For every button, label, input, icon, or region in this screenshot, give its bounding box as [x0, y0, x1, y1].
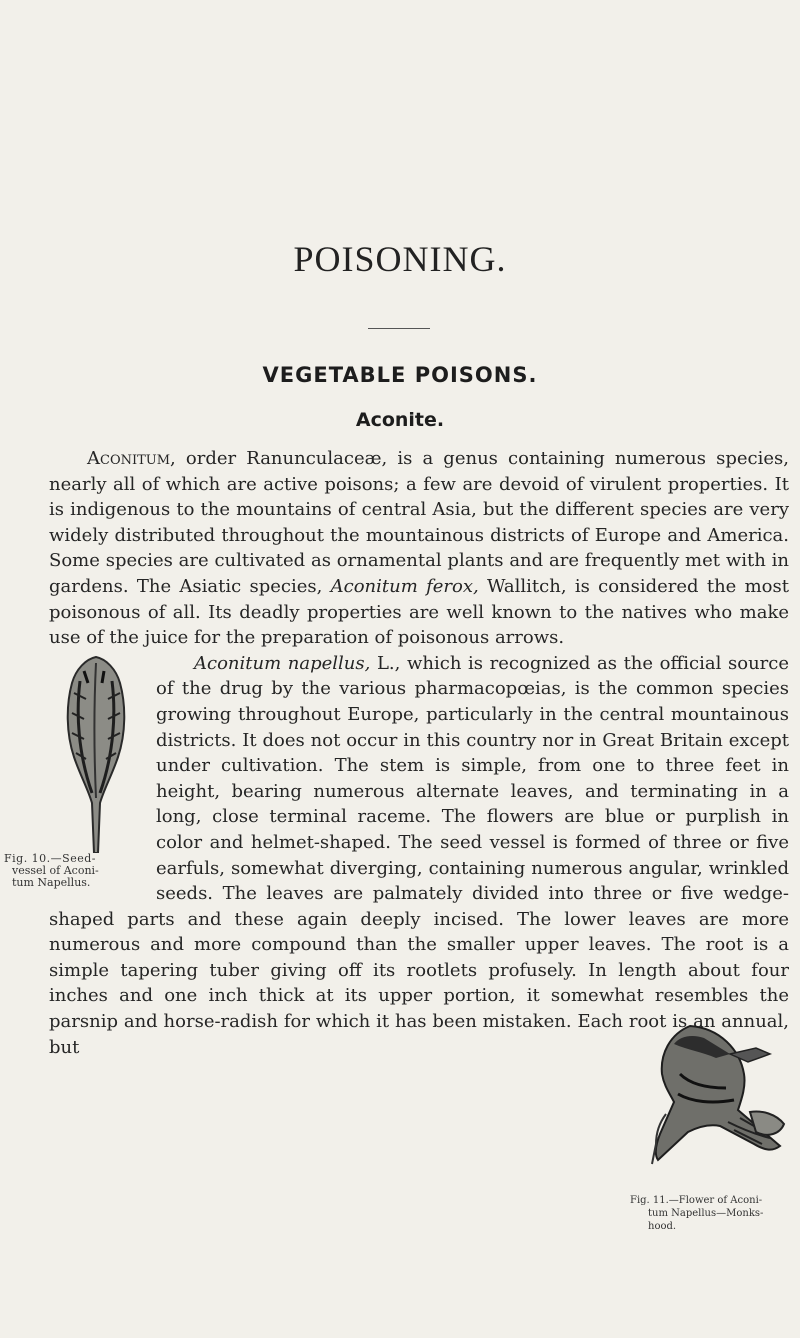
figure-10-caption: [4, 853, 144, 889]
fig10-caption-line-1: Fig. 10.—Seed-: [4, 851, 96, 865]
para2-italic-1: Aconitum napellus,: [194, 652, 371, 674]
subsection-heading: Aconite.: [355, 409, 445, 431]
para2-text-1: L., which is recognized as the official source of the drug by the various pharmacopœias, is the common species growing throughout Europe, particularly in the central mountainous districts. It does not occur in this country nor in Great Britain except under cultivation. The stem is simple, from one to three feet in height, bearing numerous alternate leaves, and terminating in a long, close terminal raceme. The flowers are blue or purplish in color and helmet-shaped. The seed vessel is formed of three or five earfuls, somewhat diverging, containing numerous angular, wrinkled seeds. The leaves are palmately divided into three or five wedge-shaped parts and these again deeply incised. The lower leaves are more numerous and more compound than the smaller upper leaves. The root is a simple tapering tuber giving off its rootlets profusely. In length about four inches and one inch thick at its upper portion, it somewhat resembles the parsnip and horse-radish for which it has been mistaken. Each root is an annual, but: [49, 652, 789, 1058]
fig10-caption-line-2: vessel of Aconi-: [12, 863, 99, 877]
body-text: [4, 446, 789, 1060]
seed-vessel-illustration: [58, 653, 134, 853]
monkshood-flower-illustration: [630, 1014, 800, 1184]
para1-italic-1: Aconitum ferox,: [330, 575, 479, 597]
para1-text-2: Wallitch, is considered the most poisonous of all. Its deadly properties are well known to the natives who make use of the juice for the preparation of poisonous arrows.: [49, 575, 789, 649]
figure-11-caption: [630, 1194, 800, 1233]
fig11-caption-line-3: hood.: [648, 1221, 677, 1232]
fig10-caption-line-3: tum Napellus.: [12, 875, 91, 889]
para1-text-1: order Ranunculaceæ, is a genus containing numerous species, nearly all of which are active poisons; a few are devoid of virulent properties. It is indigenous to the mountains of central Asia, but the different species are very widely distributed throughout the mountainous districts of Europe and America. Some species are cultivated as ornamental plants and are frequently met with in gardens. The Asiatic species,: [49, 448, 789, 597]
figure-10: [0, 651, 150, 899]
section-heading: VEGETABLE POISONS.: [262, 363, 538, 387]
title-rule: [368, 328, 430, 329]
fig11-caption-line-1: Fig. 11.—Flower of Aconi-: [630, 1195, 763, 1206]
paragraph-2: [49, 651, 789, 1061]
figure-11: [630, 1034, 800, 1304]
page-title: POISONING.: [293, 239, 507, 279]
fig11-caption-line-2: tum Napellus—Monks-: [648, 1208, 764, 1219]
lead-term: Aconitum,: [87, 448, 176, 469]
paragraph-1: [49, 446, 789, 651]
